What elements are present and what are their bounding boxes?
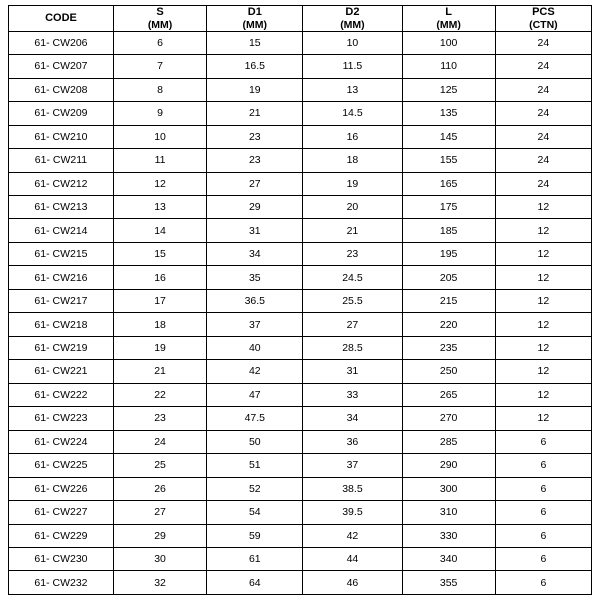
cell-code: 61- CW210	[9, 125, 114, 148]
cell-value: 24	[113, 430, 206, 453]
table-row	[9, 31, 592, 54]
cell-code: 61- CW221	[9, 360, 114, 383]
cell-value: 24	[495, 55, 591, 78]
cell-value: 32	[113, 571, 206, 595]
cell-value: 18	[113, 313, 206, 336]
cell-value: 35	[207, 266, 303, 289]
cell-code: 61- CW222	[9, 383, 114, 406]
cell-code: 61- CW212	[9, 172, 114, 195]
table-row	[9, 336, 592, 359]
cell-code: 61- CW224	[9, 430, 114, 453]
cell-value: 290	[402, 454, 495, 477]
cell-value: 13	[303, 78, 402, 101]
cell-value: 23	[113, 407, 206, 430]
cell-value: 40	[207, 336, 303, 359]
cell-value: 12	[495, 360, 591, 383]
cell-value: 19	[207, 78, 303, 101]
column-header-l-label: L	[445, 6, 452, 18]
table-row	[9, 524, 592, 547]
cell-value: 37	[207, 313, 303, 336]
cell-value: 285	[402, 430, 495, 453]
cell-value: 19	[303, 172, 402, 195]
cell-value: 250	[402, 360, 495, 383]
cell-value: 13	[113, 195, 206, 218]
cell-code: 61- CW207	[9, 55, 114, 78]
cell-code: 61- CW216	[9, 266, 114, 289]
cell-value: 14	[113, 219, 206, 242]
column-header-d2	[303, 6, 402, 32]
cell-value: 42	[303, 524, 402, 547]
cell-value: 270	[402, 407, 495, 430]
cell-value: 31	[207, 219, 303, 242]
cell-value: 36	[303, 430, 402, 453]
cell-value: 110	[402, 55, 495, 78]
table-row	[9, 313, 592, 336]
column-header-d1	[207, 6, 303, 32]
cell-value: 19	[113, 336, 206, 359]
cell-code: 61- CW217	[9, 289, 114, 312]
cell-value: 20	[303, 195, 402, 218]
cell-value: 12	[495, 336, 591, 359]
column-header-d2-label: D2	[345, 6, 360, 18]
cell-value: 42	[207, 360, 303, 383]
cell-value: 27	[303, 313, 402, 336]
cell-value: 47	[207, 383, 303, 406]
cell-code: 61- CW214	[9, 219, 114, 242]
cell-code: 61- CW208	[9, 78, 114, 101]
cell-value: 10	[113, 125, 206, 148]
table-row	[9, 219, 592, 242]
cell-value: 14.5	[303, 102, 402, 125]
cell-value: 21	[303, 219, 402, 242]
cell-value: 33	[303, 383, 402, 406]
cell-value: 125	[402, 78, 495, 101]
cell-value: 23	[207, 149, 303, 172]
cell-value: 31	[303, 360, 402, 383]
table-header	[9, 6, 592, 32]
table-row	[9, 430, 592, 453]
cell-code: 61- CW229	[9, 524, 114, 547]
cell-value: 6	[495, 571, 591, 595]
column-header-s-unit: (MM)	[147, 18, 173, 31]
cell-value: 8	[113, 78, 206, 101]
cell-value: 100	[402, 31, 495, 54]
column-header-pcs-unit: (CTN)	[529, 18, 558, 31]
cell-code: 61- CW225	[9, 454, 114, 477]
cell-value: 25.5	[303, 289, 402, 312]
column-header-d1-unit: (MM)	[242, 18, 268, 31]
table-header-row	[9, 6, 592, 32]
table-row	[9, 501, 592, 524]
cell-value: 10	[303, 31, 402, 54]
cell-value: 26	[113, 477, 206, 500]
cell-value: 235	[402, 336, 495, 359]
cell-value: 24	[495, 31, 591, 54]
cell-code: 61- CW219	[9, 336, 114, 359]
table-row	[9, 571, 592, 595]
cell-value: 215	[402, 289, 495, 312]
table-row	[9, 266, 592, 289]
cell-value: 24	[495, 102, 591, 125]
cell-value: 38.5	[303, 477, 402, 500]
column-header-s	[113, 6, 206, 32]
cell-value: 16	[113, 266, 206, 289]
table-row	[9, 242, 592, 265]
cell-value: 12	[113, 172, 206, 195]
table-row	[9, 149, 592, 172]
cell-value: 12	[495, 407, 591, 430]
cell-value: 27	[113, 501, 206, 524]
cell-value: 135	[402, 102, 495, 125]
cell-value: 37	[303, 454, 402, 477]
column-header-d2-unit: (MM)	[340, 18, 365, 31]
cell-code: 61- CW211	[9, 149, 114, 172]
cell-value: 185	[402, 219, 495, 242]
cell-value: 175	[402, 195, 495, 218]
cell-value: 6	[495, 501, 591, 524]
cell-value: 24	[495, 125, 591, 148]
cell-value: 355	[402, 571, 495, 595]
cell-value: 12	[495, 242, 591, 265]
cell-value: 54	[207, 501, 303, 524]
cell-value: 7	[113, 55, 206, 78]
cell-value: 24.5	[303, 266, 402, 289]
cell-code: 61- CW206	[9, 31, 114, 54]
cell-value: 51	[207, 454, 303, 477]
table-row	[9, 289, 592, 312]
cell-value: 24	[495, 78, 591, 101]
cell-value: 21	[113, 360, 206, 383]
cell-value: 18	[303, 149, 402, 172]
cell-value: 265	[402, 383, 495, 406]
column-header-l	[402, 6, 495, 32]
cell-value: 300	[402, 477, 495, 500]
cell-code: 61- CW213	[9, 195, 114, 218]
cell-value: 6	[113, 31, 206, 54]
cell-value: 155	[402, 149, 495, 172]
cell-value: 44	[303, 548, 402, 571]
cell-value: 12	[495, 289, 591, 312]
cell-value: 12	[495, 266, 591, 289]
specification-table	[8, 5, 592, 595]
column-header-d1-label: D1	[247, 6, 262, 18]
column-header-code-label: CODE	[45, 12, 77, 25]
cell-value: 145	[402, 125, 495, 148]
table-row	[9, 360, 592, 383]
column-header-code	[9, 6, 114, 32]
cell-value: 17	[113, 289, 206, 312]
table-row	[9, 55, 592, 78]
cell-value: 165	[402, 172, 495, 195]
table-row	[9, 454, 592, 477]
cell-value: 6	[495, 477, 591, 500]
cell-value: 39.5	[303, 501, 402, 524]
table-row	[9, 195, 592, 218]
cell-value: 220	[402, 313, 495, 336]
cell-value: 12	[495, 313, 591, 336]
cell-value: 34	[207, 242, 303, 265]
column-header-l-unit: (MM)	[436, 18, 461, 31]
cell-value: 22	[113, 383, 206, 406]
cell-value: 330	[402, 524, 495, 547]
table-row	[9, 383, 592, 406]
cell-value: 23	[303, 242, 402, 265]
column-header-s-label: S	[156, 6, 164, 18]
cell-value: 25	[113, 454, 206, 477]
cell-value: 16.5	[207, 55, 303, 78]
cell-value: 11.5	[303, 55, 402, 78]
table-row	[9, 548, 592, 571]
table-row	[9, 125, 592, 148]
cell-value: 12	[495, 383, 591, 406]
cell-value: 6	[495, 430, 591, 453]
cell-value: 29	[207, 195, 303, 218]
cell-code: 61- CW218	[9, 313, 114, 336]
cell-value: 59	[207, 524, 303, 547]
cell-code: 61- CW215	[9, 242, 114, 265]
cell-value: 61	[207, 548, 303, 571]
cell-value: 205	[402, 266, 495, 289]
cell-value: 6	[495, 454, 591, 477]
cell-value: 34	[303, 407, 402, 430]
cell-value: 47.5	[207, 407, 303, 430]
cell-code: 61- CW223	[9, 407, 114, 430]
cell-code: 61- CW230	[9, 548, 114, 571]
cell-value: 6	[495, 548, 591, 571]
cell-value: 16	[303, 125, 402, 148]
cell-value: 28.5	[303, 336, 402, 359]
table-body	[9, 31, 592, 594]
table-row	[9, 172, 592, 195]
table-row	[9, 78, 592, 101]
cell-value: 27	[207, 172, 303, 195]
cell-value: 21	[207, 102, 303, 125]
cell-value: 52	[207, 477, 303, 500]
cell-value: 64	[207, 571, 303, 595]
cell-value: 340	[402, 548, 495, 571]
table-row	[9, 407, 592, 430]
cell-value: 30	[113, 548, 206, 571]
cell-code: 61- CW232	[9, 571, 114, 595]
cell-code: 61- CW226	[9, 477, 114, 500]
cell-value: 23	[207, 125, 303, 148]
cell-value: 15	[113, 242, 206, 265]
cell-value: 36.5	[207, 289, 303, 312]
cell-value: 6	[495, 524, 591, 547]
cell-value: 46	[303, 571, 402, 595]
cell-value: 12	[495, 195, 591, 218]
cell-code: 61- CW209	[9, 102, 114, 125]
cell-value: 11	[113, 149, 206, 172]
cell-code: 61- CW227	[9, 501, 114, 524]
cell-value: 29	[113, 524, 206, 547]
cell-value: 24	[495, 149, 591, 172]
cell-value: 310	[402, 501, 495, 524]
table-row	[9, 477, 592, 500]
column-header-pcs-label: PCS	[532, 6, 555, 18]
cell-value: 195	[402, 242, 495, 265]
cell-value: 9	[113, 102, 206, 125]
column-header-pcs	[495, 6, 591, 32]
table-row	[9, 102, 592, 125]
cell-value: 24	[495, 172, 591, 195]
cell-value: 15	[207, 31, 303, 54]
cell-value: 12	[495, 219, 591, 242]
cell-value: 50	[207, 430, 303, 453]
